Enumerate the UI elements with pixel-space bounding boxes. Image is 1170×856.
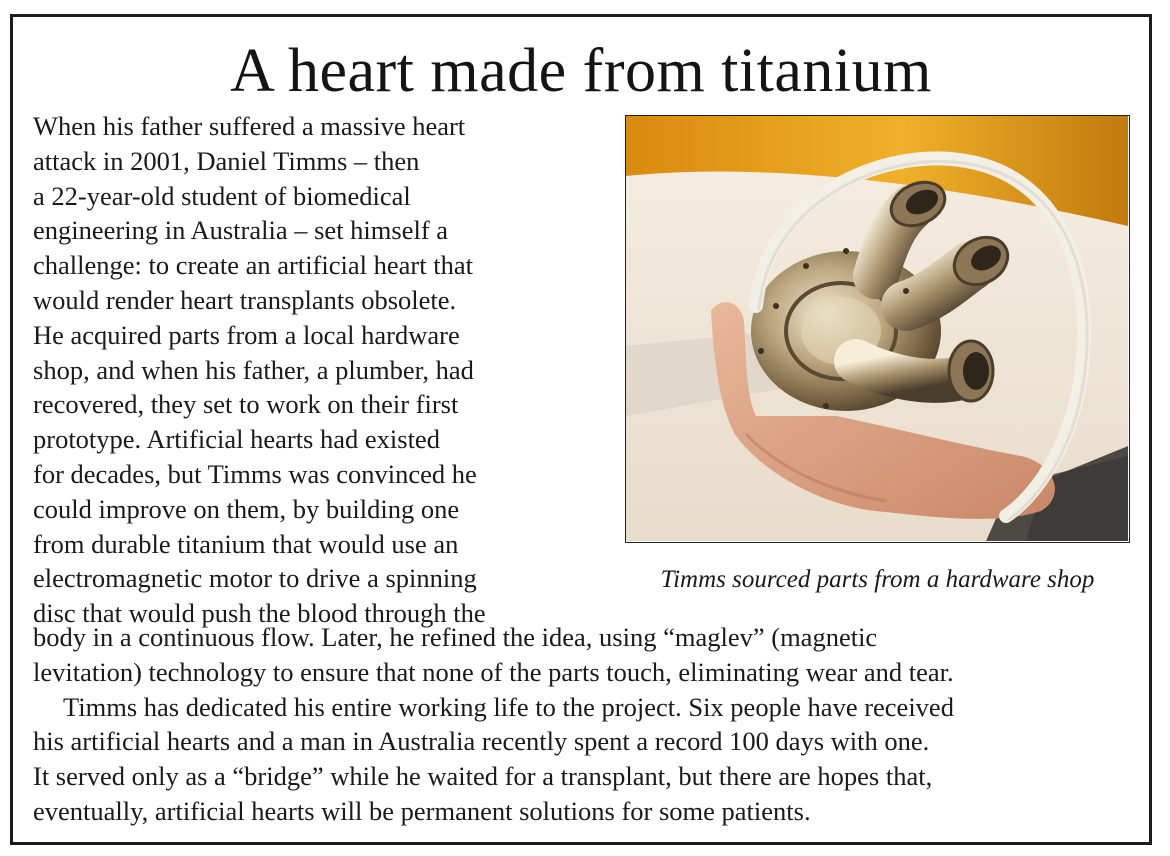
- body-line: eventually, artificial hearts will be permanent solutions for some patients.: [33, 795, 811, 826]
- body-line: his artificial hearts and a man in Australia recently spent a record 100 days with one.: [33, 726, 930, 757]
- body-text-column: [33, 109, 603, 631]
- body-text-full-width: [33, 620, 1143, 829]
- body-line: disc that would push the blood through the: [33, 598, 486, 629]
- heart-pump-photo: [625, 115, 1130, 543]
- body-line: levitation) technology to ensure that none of the parts touch, eliminating wear and tear.: [33, 656, 954, 687]
- body-line: for decades, but Timms was convinced he: [33, 458, 477, 489]
- body-line: It served only as a “bridge” while he waited for a transplant, but there are hopes that,: [33, 761, 933, 792]
- body-line: prototype. Artificial hearts had existed: [33, 424, 440, 455]
- photo-caption: Timms sourced parts from a hardware shop: [660, 566, 1095, 593]
- headline: A heart made from titanium: [230, 37, 932, 105]
- body-line: shop, and when his father, a plumber, had: [33, 354, 474, 385]
- body-line: body in a continuous flow. Later, he refined the idea, using “maglev” (magnetic: [33, 622, 878, 652]
- body-line: a 22-year-old student of biomedical: [33, 180, 411, 211]
- body-line: He acquired parts from a local hardware: [33, 319, 460, 350]
- article-frame: [10, 14, 1152, 845]
- body-line: recovered, they set to work on their first: [33, 389, 459, 420]
- body-line: electromagnetic motor to drive a spinning: [33, 563, 477, 594]
- body-line: attack in 2001, Daniel Timms – then: [33, 145, 420, 176]
- paragraph-start-line: Timms has dedicated his entire working life to the project. Six people have received: [63, 691, 954, 722]
- body-line: from durable titanium that would use an: [33, 528, 459, 559]
- body-line: challenge: to create an artificial heart that: [33, 250, 473, 281]
- body-line: engineering in Australia – set himself a: [33, 215, 449, 246]
- body-line: When his father suffered a massive heart: [33, 111, 466, 141]
- body-line: would render heart transplants obsolete.: [33, 284, 457, 315]
- body-line: could improve on them, by building one: [33, 493, 460, 524]
